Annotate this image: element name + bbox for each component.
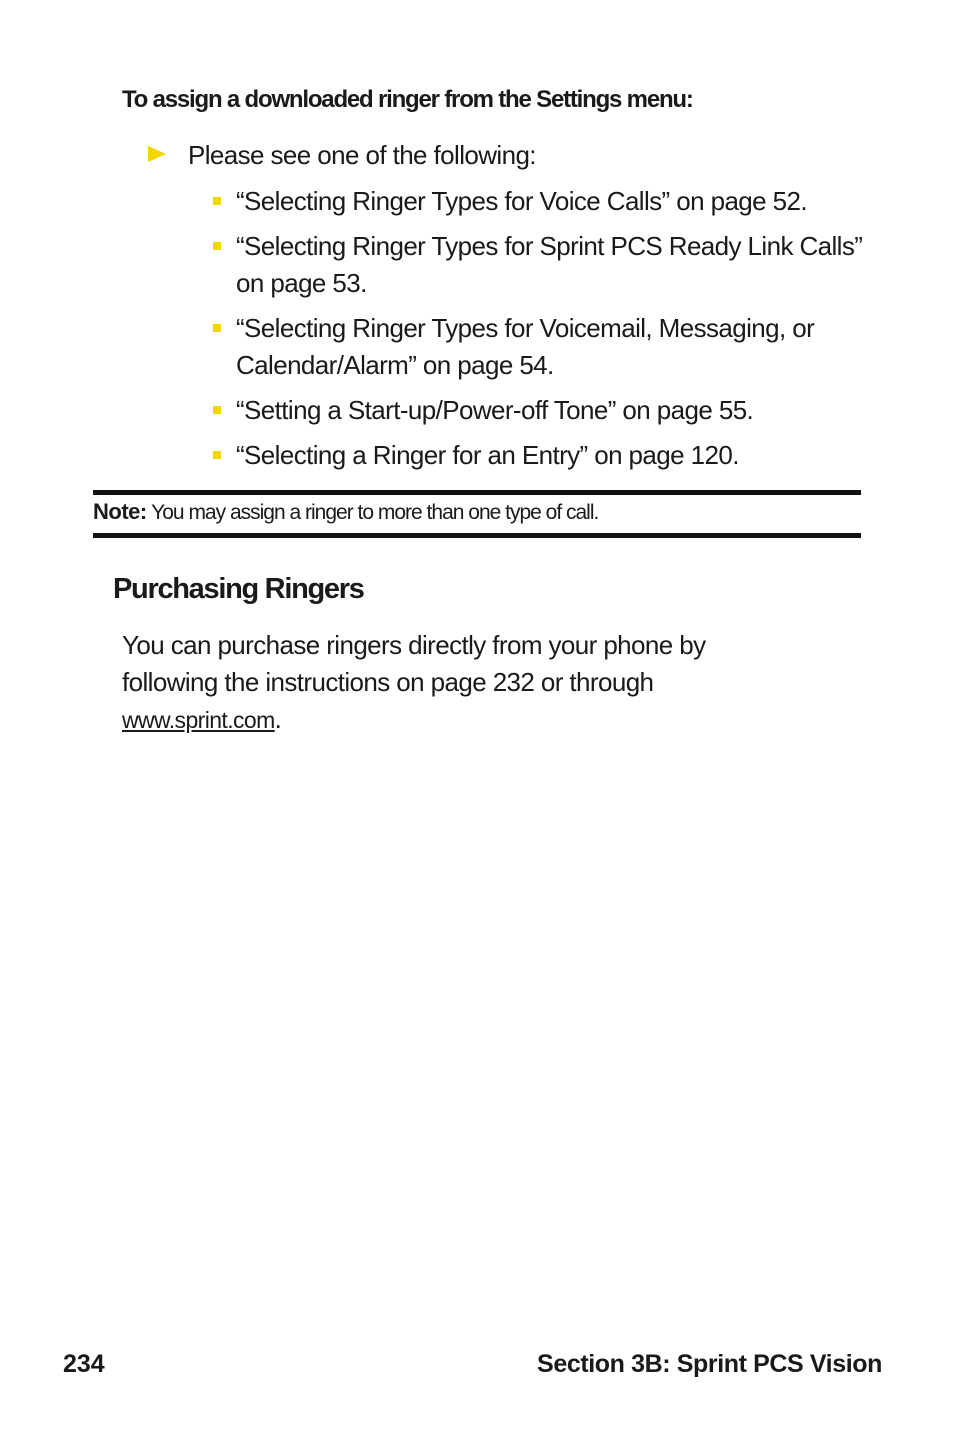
reference-text: “Selecting a Ringer for an Entry” on page 120. xyxy=(236,440,739,470)
square-bullet-icon xyxy=(213,451,221,459)
footer-section-title: Section 3B: Sprint PCS Vision xyxy=(537,1350,882,1378)
reference-list xyxy=(210,183,870,482)
list-item xyxy=(210,228,870,302)
procedure-heading: To assign a downloaded ringer from the Settings menu: xyxy=(122,86,693,113)
reference-text: “Selecting Ringer Types for Voicemail, Messaging, or Calendar/Alarm” on page 54. xyxy=(236,313,815,380)
paragraph-text: You can purchase ringers directly from your phone by following the instructions on page 232 or through xyxy=(122,630,706,697)
list-item xyxy=(210,437,870,474)
square-bullet-icon xyxy=(213,406,221,414)
list-item xyxy=(210,310,870,384)
section-paragraph xyxy=(122,627,802,739)
sprint-link[interactable]: www.sprint.com xyxy=(122,707,275,733)
square-bullet-icon xyxy=(213,242,221,250)
note-content xyxy=(93,499,598,525)
list-item xyxy=(210,183,870,220)
reference-text: “Selecting Ringer Types for Sprint PCS Ready Link Calls” on page 53. xyxy=(236,231,863,298)
step-text: Please see one of the following: xyxy=(188,140,536,170)
procedure-step xyxy=(148,140,536,171)
square-bullet-icon xyxy=(213,324,221,332)
paragraph-end: . xyxy=(274,704,282,734)
note-text: You may assign a ringer to more than one type of call. xyxy=(151,501,599,524)
reference-text: “Selecting Ringer Types for Voice Calls” on page 52. xyxy=(236,186,807,216)
section-heading: Purchasing Ringers xyxy=(113,573,364,605)
page-number: 234 xyxy=(63,1350,105,1378)
square-bullet-icon xyxy=(213,197,221,205)
reference-text: “Setting a Start-up/Power-off Tone” on page 55. xyxy=(236,395,754,425)
note-box xyxy=(93,490,861,538)
list-item xyxy=(210,392,870,429)
right-triangle-arrow-icon xyxy=(148,146,166,162)
note-label: Note: xyxy=(93,499,147,524)
